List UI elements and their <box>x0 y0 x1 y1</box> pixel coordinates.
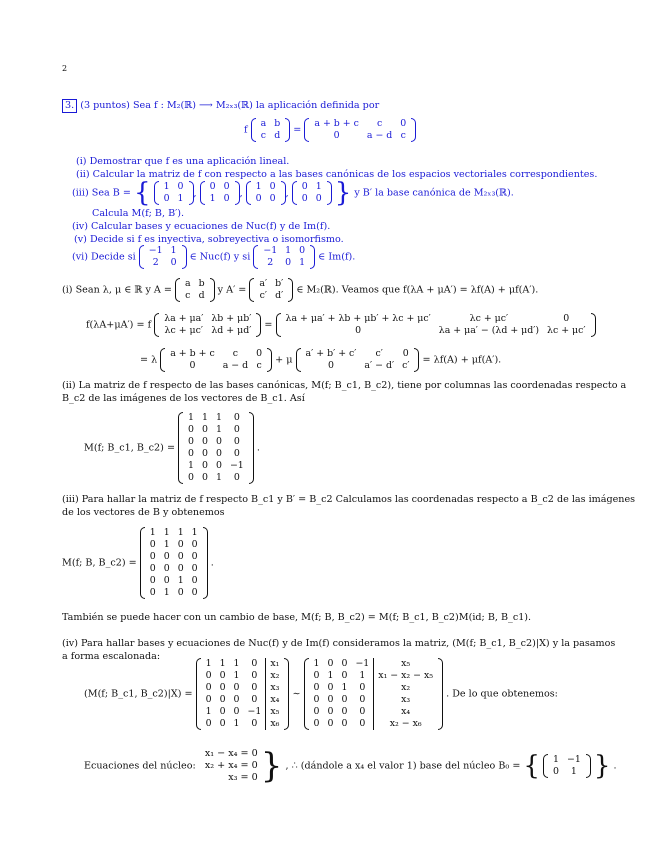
matrix-A-prime <box>249 278 293 302</box>
matrix-cell: 0 <box>191 563 198 574</box>
matrix-cell: 0 <box>205 694 212 705</box>
matrix-row <box>184 412 248 424</box>
matrix-cell: a′ <box>259 278 268 289</box>
matrix-cell: 0 <box>359 706 366 717</box>
kernel-end: . <box>613 760 617 772</box>
matrix-cell: a + b + c <box>314 118 359 129</box>
item-iii-calc: Calcula M(f; B, B′). <box>92 208 185 219</box>
matrix-cell: x₆ <box>266 718 284 730</box>
definition-formula: f a b c d = a + b + c c 0 0 a − d c <box>244 118 416 142</box>
matrix-row <box>302 360 414 372</box>
matrix-row <box>202 658 284 670</box>
sol-iv-matrix-1 <box>196 658 290 730</box>
matrix-cell: 0 <box>219 682 226 693</box>
matrix-cell: λb + μb′ <box>211 313 252 324</box>
problem-header-text: (3 puntos) Sea f : M₂(ℝ) ⟶ M₂ₓ₃(ℝ) la aplicación definida por <box>80 100 380 111</box>
item-vi-matrix-2 <box>253 245 315 269</box>
item-iv: (iv) Calcular bases y ecuaciones de Nuc(f) y de Im(f). <box>72 221 331 232</box>
matrix-cell: −1 <box>247 706 262 717</box>
matrix-cell: 0 <box>341 718 348 729</box>
matrix-cell: 0 <box>341 706 348 717</box>
matrix-cell: 1 <box>553 754 559 765</box>
matrix-cell: 0 <box>191 551 198 562</box>
matrix-cell: 0 <box>256 348 263 359</box>
matrix-cell: 0 <box>149 551 156 562</box>
matrix-row <box>181 290 209 302</box>
matrix-row <box>202 718 284 730</box>
matrix-cell: 0 <box>205 682 212 693</box>
matrix-cell: 1 <box>205 658 212 669</box>
matrix-cell: 0 <box>149 539 156 550</box>
matrix-row <box>184 448 248 460</box>
eq1-matrix-2 <box>276 313 596 337</box>
matrix-cell: x₅ <box>374 658 437 670</box>
matrix-cell: 0 <box>233 424 240 435</box>
matrix-row <box>302 348 414 360</box>
matrix-cell: −1 <box>229 460 244 471</box>
matrix-row <box>257 130 285 142</box>
matrix-row <box>181 278 209 290</box>
matrix-row <box>202 706 284 718</box>
matrix-cell: c <box>232 348 239 359</box>
matrix-row <box>259 257 309 269</box>
sol-iv-tail: . De lo que obtenemos: <box>446 688 558 700</box>
matrix-cell: 1 <box>215 412 222 423</box>
matrix-cell: a − d <box>366 130 393 141</box>
matrix-cell: d <box>198 290 205 301</box>
matrix-cell: 1 <box>163 587 170 598</box>
matrix-A <box>175 278 215 302</box>
matrix-cell: −1 <box>567 754 581 765</box>
matrix-cell: 0 <box>177 563 184 574</box>
matrix-cell: 0 <box>177 587 184 598</box>
matrix-cell: 1 <box>188 460 195 471</box>
matrix-cell: x₃ <box>374 694 437 706</box>
eq1-lhs: f(λA+μA′) = f <box>86 319 152 331</box>
eq2-matrix-2 <box>296 348 420 372</box>
matrix-cell: 1 <box>233 718 240 729</box>
kernel-equation: x₁ − x₄ = 0 <box>204 748 258 759</box>
matrix-cell: 1 <box>313 658 320 669</box>
matrix-cell: x₂ <box>266 670 284 682</box>
matrix-cell: 0 <box>205 670 212 681</box>
sol-ii-text1: (ii) La matriz de f respecto de las bases canónicas, M(f; B_c1, B_c2), tiene por columnas las coordenadas respecto a <box>62 380 627 391</box>
matrix-row <box>310 670 438 682</box>
matrix-cell: 1 <box>233 670 240 681</box>
matrix-cell: 0 <box>327 718 334 729</box>
matrix-cell: 0 <box>215 436 222 447</box>
matrix-row <box>310 658 438 670</box>
matrix-cell: 1 <box>215 424 222 435</box>
matrix-cell: x₃ <box>266 682 284 694</box>
matrix-cell: 1 <box>299 257 306 268</box>
matrix-cell: c′ <box>375 348 383 359</box>
matrix-cell: 1 <box>163 539 170 550</box>
sol-iii-matrix <box>140 527 208 599</box>
sol-i-tail: ∈ M₂(ℝ). Veamos que f(λA + μA′) = λf(A) + μf(A′). <box>296 284 539 296</box>
matrix-cell: λc + μc′ <box>469 313 509 324</box>
sol-iv-tilde: ∼ <box>292 688 301 700</box>
matrix-cell: 0 <box>219 694 226 705</box>
matrix-cell: 0 <box>251 658 258 669</box>
matrix-row <box>257 118 285 130</box>
page-number: 2 <box>62 64 68 73</box>
sol-iv-text2: a forma escalonada: <box>62 651 161 662</box>
matrix-cell: d <box>274 130 281 141</box>
matrix-row <box>146 563 202 575</box>
matrix-cell: 0 <box>341 694 348 705</box>
matrix-cell: a′ − d′ <box>364 360 395 371</box>
sol-ii-text2: B_c2 de las imágenes de los vectores de B_c1. Así <box>62 393 305 404</box>
matrix-cell: 0 <box>251 694 258 705</box>
matrix-cell: 0 <box>149 575 156 586</box>
matrix-cell: 0 <box>219 670 226 681</box>
matrix-cell: 0 <box>327 682 334 693</box>
kernel-conclusion: , ∴ (dándole a x₄ el valor 1) base del núcleo B₀ = <box>285 760 521 772</box>
kernel-equations <box>199 748 258 784</box>
matrix-cell: 0 <box>163 563 170 574</box>
matrix-row <box>310 682 438 694</box>
matrix-cell: 1 <box>359 670 366 681</box>
item-vi <box>72 245 355 269</box>
matrix-cell: −1 <box>263 245 278 256</box>
matrix-cell: 0 <box>233 694 240 705</box>
matrix-cell: 0 <box>359 694 366 705</box>
matrix-row <box>255 290 287 302</box>
sol-i-eq2: = λ a + b + c c 0 0 a − d c + μ a′ + b′ + c′ c′ 0 0 a′ − d′ c′ = λf(A) + μf(A′). <box>140 348 502 371</box>
matrix-cell: 0 <box>149 563 156 574</box>
kernel-equation: x₃ = 0 <box>228 772 258 783</box>
matrix-cell: 0 <box>233 682 240 693</box>
sol-iii-matrix-eq: M(f; B, B_c2) = 1 1 1 1 0 1 0 0 0 0 0 0 0 0 0 0 0 0 1 0 0 1 0 0 . <box>62 527 214 598</box>
matrix-cell: c <box>260 130 267 141</box>
matrix-cell: 0 <box>402 348 409 359</box>
matrix-cell: λc + μc′ <box>164 325 204 336</box>
kernel-eq-label: Ecuaciones del núcleo: <box>84 760 196 772</box>
matrix-cell: 2 <box>152 257 159 268</box>
matrix-cell: 0 <box>251 718 258 729</box>
matrix-cell: b′ <box>275 278 284 289</box>
sol-iii-also: También se puede hacer con un cambio de base, M(f; B, B_c2) = M(f; B_c1, B_c2)M(id; B, B_c1). <box>62 612 532 623</box>
matrix-cell: 0 <box>202 424 208 435</box>
matrix-cell: 0 <box>553 766 559 777</box>
matrix-cell: a + b + c <box>170 348 215 359</box>
matrix-cell: 0 <box>233 448 240 459</box>
matrix-cell: 0 <box>341 658 348 669</box>
matrix-cell: 0 <box>170 257 177 268</box>
matrix-cell: 1 <box>202 412 208 423</box>
matrix-cell: 0 <box>219 718 226 729</box>
item-vi-suffix: ∈ Im(f). <box>318 251 356 263</box>
sol-iii-lhs: M(f; B, B_c2) = <box>62 557 137 569</box>
matrix-row <box>310 694 438 706</box>
matrix-cell: λd + μd′ <box>211 325 252 336</box>
matrix-cell: 0 <box>177 551 184 562</box>
matrix-cell: 0 <box>163 551 170 562</box>
matrix-cell: 0 <box>189 360 196 371</box>
matrix-cell: 1 <box>177 527 184 538</box>
matrix-cell: 1 <box>570 766 577 777</box>
matrix-row <box>145 245 181 257</box>
eq2-tail: = λf(A) + μf(A′). <box>422 354 502 366</box>
sol-i-eq1: f(λA+μA′) = f λa + μa′ λb + μb′ λc + μc′ λd + μd′ = λa + μa′ + λb + μb′ + λc + μc′ λc + μc′ 0 0 λa + μa′ − (λd + μd′) λc + μc′ <box>86 313 596 337</box>
matrix-row <box>202 682 284 694</box>
matrix-cell: x₄ <box>374 706 437 718</box>
matrix-cell: 0 <box>251 670 258 681</box>
matrix-cell: 0 <box>149 587 156 598</box>
matrix-cell: 0 <box>333 130 340 141</box>
matrix-cell: d′ <box>275 290 284 301</box>
matrix-row <box>146 527 202 539</box>
matrix-cell: 0 <box>233 472 240 483</box>
matrix-cell: 0 <box>215 448 222 459</box>
matrix-cell: x₂ <box>374 682 437 694</box>
def-rhs-matrix <box>304 118 416 142</box>
matrix-row <box>310 718 438 730</box>
matrix-cell: 0 <box>191 575 198 586</box>
matrix-row <box>145 257 181 269</box>
problem-number: 3. <box>62 99 77 113</box>
matrix-row <box>184 424 248 436</box>
matrix-cell: x₅ <box>266 706 284 718</box>
matrix-cell: λc + μc′ <box>547 325 586 336</box>
matrix-cell: a − d <box>222 360 249 371</box>
matrix-row <box>549 754 585 766</box>
matrix-cell: a <box>185 278 191 289</box>
matrix-cell: λa + μa′ − (λd + μd′) <box>438 325 540 336</box>
matrix-cell: 0 <box>327 694 334 705</box>
def-lhs-matrix <box>251 118 291 142</box>
matrix-row <box>166 348 266 360</box>
eq2-matrix-1 <box>160 348 272 372</box>
matrix-cell: 1 <box>163 527 170 538</box>
matrix-cell: 1 <box>149 527 156 538</box>
matrix-cell: c <box>256 360 262 371</box>
problem-header <box>62 99 379 113</box>
matrix-cell: 1 <box>327 670 334 681</box>
matrix-row <box>282 313 590 325</box>
item-i: (i) Demostrar que f es una aplicación lineal. <box>76 156 290 167</box>
sol-iv-lhs: (M(f; B_c1, B_c2)|X) = <box>84 688 193 700</box>
matrix-cell: 0 <box>327 360 334 371</box>
matrix-cell: a <box>260 118 267 129</box>
matrix-row <box>282 325 590 337</box>
basis-matrix: 0 1 0 0 <box>292 181 332 205</box>
matrix-row <box>184 436 248 448</box>
matrix-cell: 0 <box>188 424 195 435</box>
matrix-cell: 0 <box>205 718 212 729</box>
matrix-cell: 0 <box>355 325 362 336</box>
matrix-cell: 0 <box>233 412 240 423</box>
matrix-row <box>146 539 202 551</box>
item-v: (v) Decide si f es inyectiva, sobreyectiva o isomorfismo. <box>74 234 344 245</box>
item-vi-matrix-1 <box>139 245 187 269</box>
matrix-cell: 0 <box>202 460 208 471</box>
matrix-cell: c <box>185 290 191 301</box>
matrix-cell: c′ <box>402 360 410 371</box>
basis-matrix: 1 0 0 0 <box>246 181 286 205</box>
matrix-cell: −1 <box>355 658 370 669</box>
sol-iv-kernel: Ecuaciones del núcleo: x₁ − x₄ = 0 x₂ + x₄ = 0 x₃ = 0 } , ∴ (dándole a x₄ el valor 1) base del núcleo B₀ = { 1 −1 0 1 } . <box>84 746 617 786</box>
matrix-cell: 1 <box>219 658 226 669</box>
matrix-cell: λa + μa′ <box>164 313 204 324</box>
matrix-row <box>184 460 248 472</box>
def-lhs: f <box>244 124 248 136</box>
matrix-cell: 0 <box>191 587 198 598</box>
matrix-cell: a′ + b′ + c′ <box>305 348 357 359</box>
sol-iii-text1: (iii) Para hallar la matriz de f respecto B_c1 y B′ = B_c2 Calculamos las coordenadas respecto a B_c2 de las imágenes <box>62 494 636 505</box>
matrix-cell: 0 <box>299 245 306 256</box>
matrix-cell: 0 <box>341 670 348 681</box>
matrix-cell: x₄ <box>266 694 284 706</box>
matrix-cell: 0 <box>313 706 320 717</box>
matrix-row <box>184 472 248 484</box>
matrix-cell: b <box>198 278 205 289</box>
matrix-cell: 0 <box>313 694 320 705</box>
basis-matrix: 0 0 1 0 <box>200 181 240 205</box>
matrix-cell: 1 <box>170 245 177 256</box>
item-iii: (iii) Sea B = { 1 0 0 1 , 0 0 1 0 , 1 0 0 0 , 0 1 0 0 } y B′ la base canónica de M₂ₓ₃(ℝ). <box>72 178 514 208</box>
matrix-cell: x₂ − x₆ <box>374 718 437 730</box>
item-iii-suffix: y B′ la base canónica de M₂ₓ₃(ℝ). <box>354 187 514 199</box>
matrix-cell: 0 <box>327 658 334 669</box>
matrix-row <box>255 278 287 290</box>
sol-ii-matrix <box>178 412 254 484</box>
basis-B: 1 0 0 1 , 0 0 1 0 , 1 0 0 0 , 0 1 0 0 <box>154 188 332 199</box>
matrix-cell: 0 <box>202 448 208 459</box>
matrix-cell: 0 <box>202 436 208 447</box>
matrix-cell: b <box>274 118 281 129</box>
matrix-cell: 0 <box>163 575 170 586</box>
matrix-row <box>160 325 255 337</box>
kernel-equation: x₂ + x₄ = 0 <box>204 760 258 771</box>
matrix-row <box>202 694 284 706</box>
matrix-row <box>202 670 284 682</box>
matrix-cell: x₁ − x₂ − x₅ <box>374 670 437 682</box>
matrix-cell: 0 <box>327 706 334 717</box>
matrix-row <box>146 551 202 563</box>
item-ii: (ii) Calcular la matriz de f con respecto a las bases canónicas de los espacios vectoriales correspondientes. <box>76 169 598 180</box>
matrix-cell: 0 <box>191 539 198 550</box>
matrix-cell: 1 <box>191 527 198 538</box>
matrix-row <box>259 245 309 257</box>
matrix-cell: c <box>400 130 406 141</box>
matrix-cell: 1 <box>188 412 195 423</box>
matrix-cell: 0 <box>219 706 226 717</box>
basis-matrix: 1 0 0 1 <box>154 181 194 205</box>
matrix-cell: 0 <box>188 436 195 447</box>
matrix-cell: x₁ <box>266 658 284 670</box>
matrix-cell: −1 <box>148 245 163 256</box>
matrix-cell: 0 <box>563 313 570 324</box>
matrix-cell: 1 <box>205 706 212 717</box>
sol-ii-matrix-eq: M(f; B_c1, B_c2) = 1 1 1 0 0 0 1 0 0 0 0 0 0 0 0 0 1 0 0 −1 0 0 1 0 . <box>84 412 260 483</box>
matrix-cell: λa + μa′ + λb + μb′ + λc + μc′ <box>285 313 431 324</box>
matrix-row <box>160 313 255 325</box>
item-vi-mid: ∈ Nuc(f) y si <box>189 251 251 263</box>
matrix-row <box>146 575 202 587</box>
sol-i-intro-text: (i) Sean λ, μ ∈ ℝ y A = <box>62 284 172 296</box>
matrix-row <box>310 130 410 142</box>
sol-iv-text1: (iv) Para hallar bases y ecuaciones de Nuc(f) y de Im(f) consideramos la matriz, (M(f; B_c1, B_c2)|X) y la pasamos <box>62 638 616 649</box>
matrix-cell: 1 <box>215 472 222 483</box>
item-iii-prefix: (iii) Sea B = <box>72 187 131 199</box>
sol-iii-text2: de los vectores de B y obtenemos <box>62 507 225 518</box>
sol-i-mid: y A′ = <box>217 284 247 296</box>
sol-iv-matrix-2 <box>304 658 444 730</box>
matrix-cell: 0 <box>400 118 407 129</box>
matrix-cell: 0 <box>177 539 184 550</box>
matrix-row <box>310 118 410 130</box>
matrix-cell: 0 <box>188 448 195 459</box>
matrix-row <box>166 360 266 372</box>
sol-ii-lhs: M(f; B_c1, B_c2) = <box>84 442 175 454</box>
eq1-matrix-1 <box>154 313 261 337</box>
matrix-row <box>310 706 438 718</box>
matrix-cell: 0 <box>251 682 258 693</box>
matrix-cell: 0 <box>313 682 320 693</box>
matrix-row <box>146 587 202 599</box>
matrix-cell: 0 <box>313 718 320 729</box>
matrix-cell: 0 <box>233 436 240 447</box>
matrix-cell: 1 <box>285 245 292 256</box>
matrix-cell: c′ <box>259 290 267 301</box>
matrix-cell: 0 <box>285 257 292 268</box>
matrix-cell: 1 <box>341 682 348 693</box>
matrix-cell: c <box>376 118 383 129</box>
matrix-cell: 0 <box>188 472 195 483</box>
kernel-basis-matrix <box>543 754 591 778</box>
sol-i-intro <box>62 278 538 302</box>
matrix-cell: 0 <box>359 718 366 729</box>
sol-iv-reduction <box>84 658 558 730</box>
matrix-cell: 2 <box>267 257 274 268</box>
matrix-row <box>549 766 585 778</box>
item-vi-prefix: (vi) Decide si <box>72 251 136 263</box>
matrix-cell: 0 <box>202 472 208 483</box>
matrix-cell: 0 <box>215 460 222 471</box>
matrix-cell: 0 <box>233 706 240 717</box>
matrix-cell: 1 <box>233 658 240 669</box>
matrix-cell: 0 <box>359 682 366 693</box>
matrix-cell: 1 <box>177 575 184 586</box>
matrix-cell: 0 <box>313 670 320 681</box>
